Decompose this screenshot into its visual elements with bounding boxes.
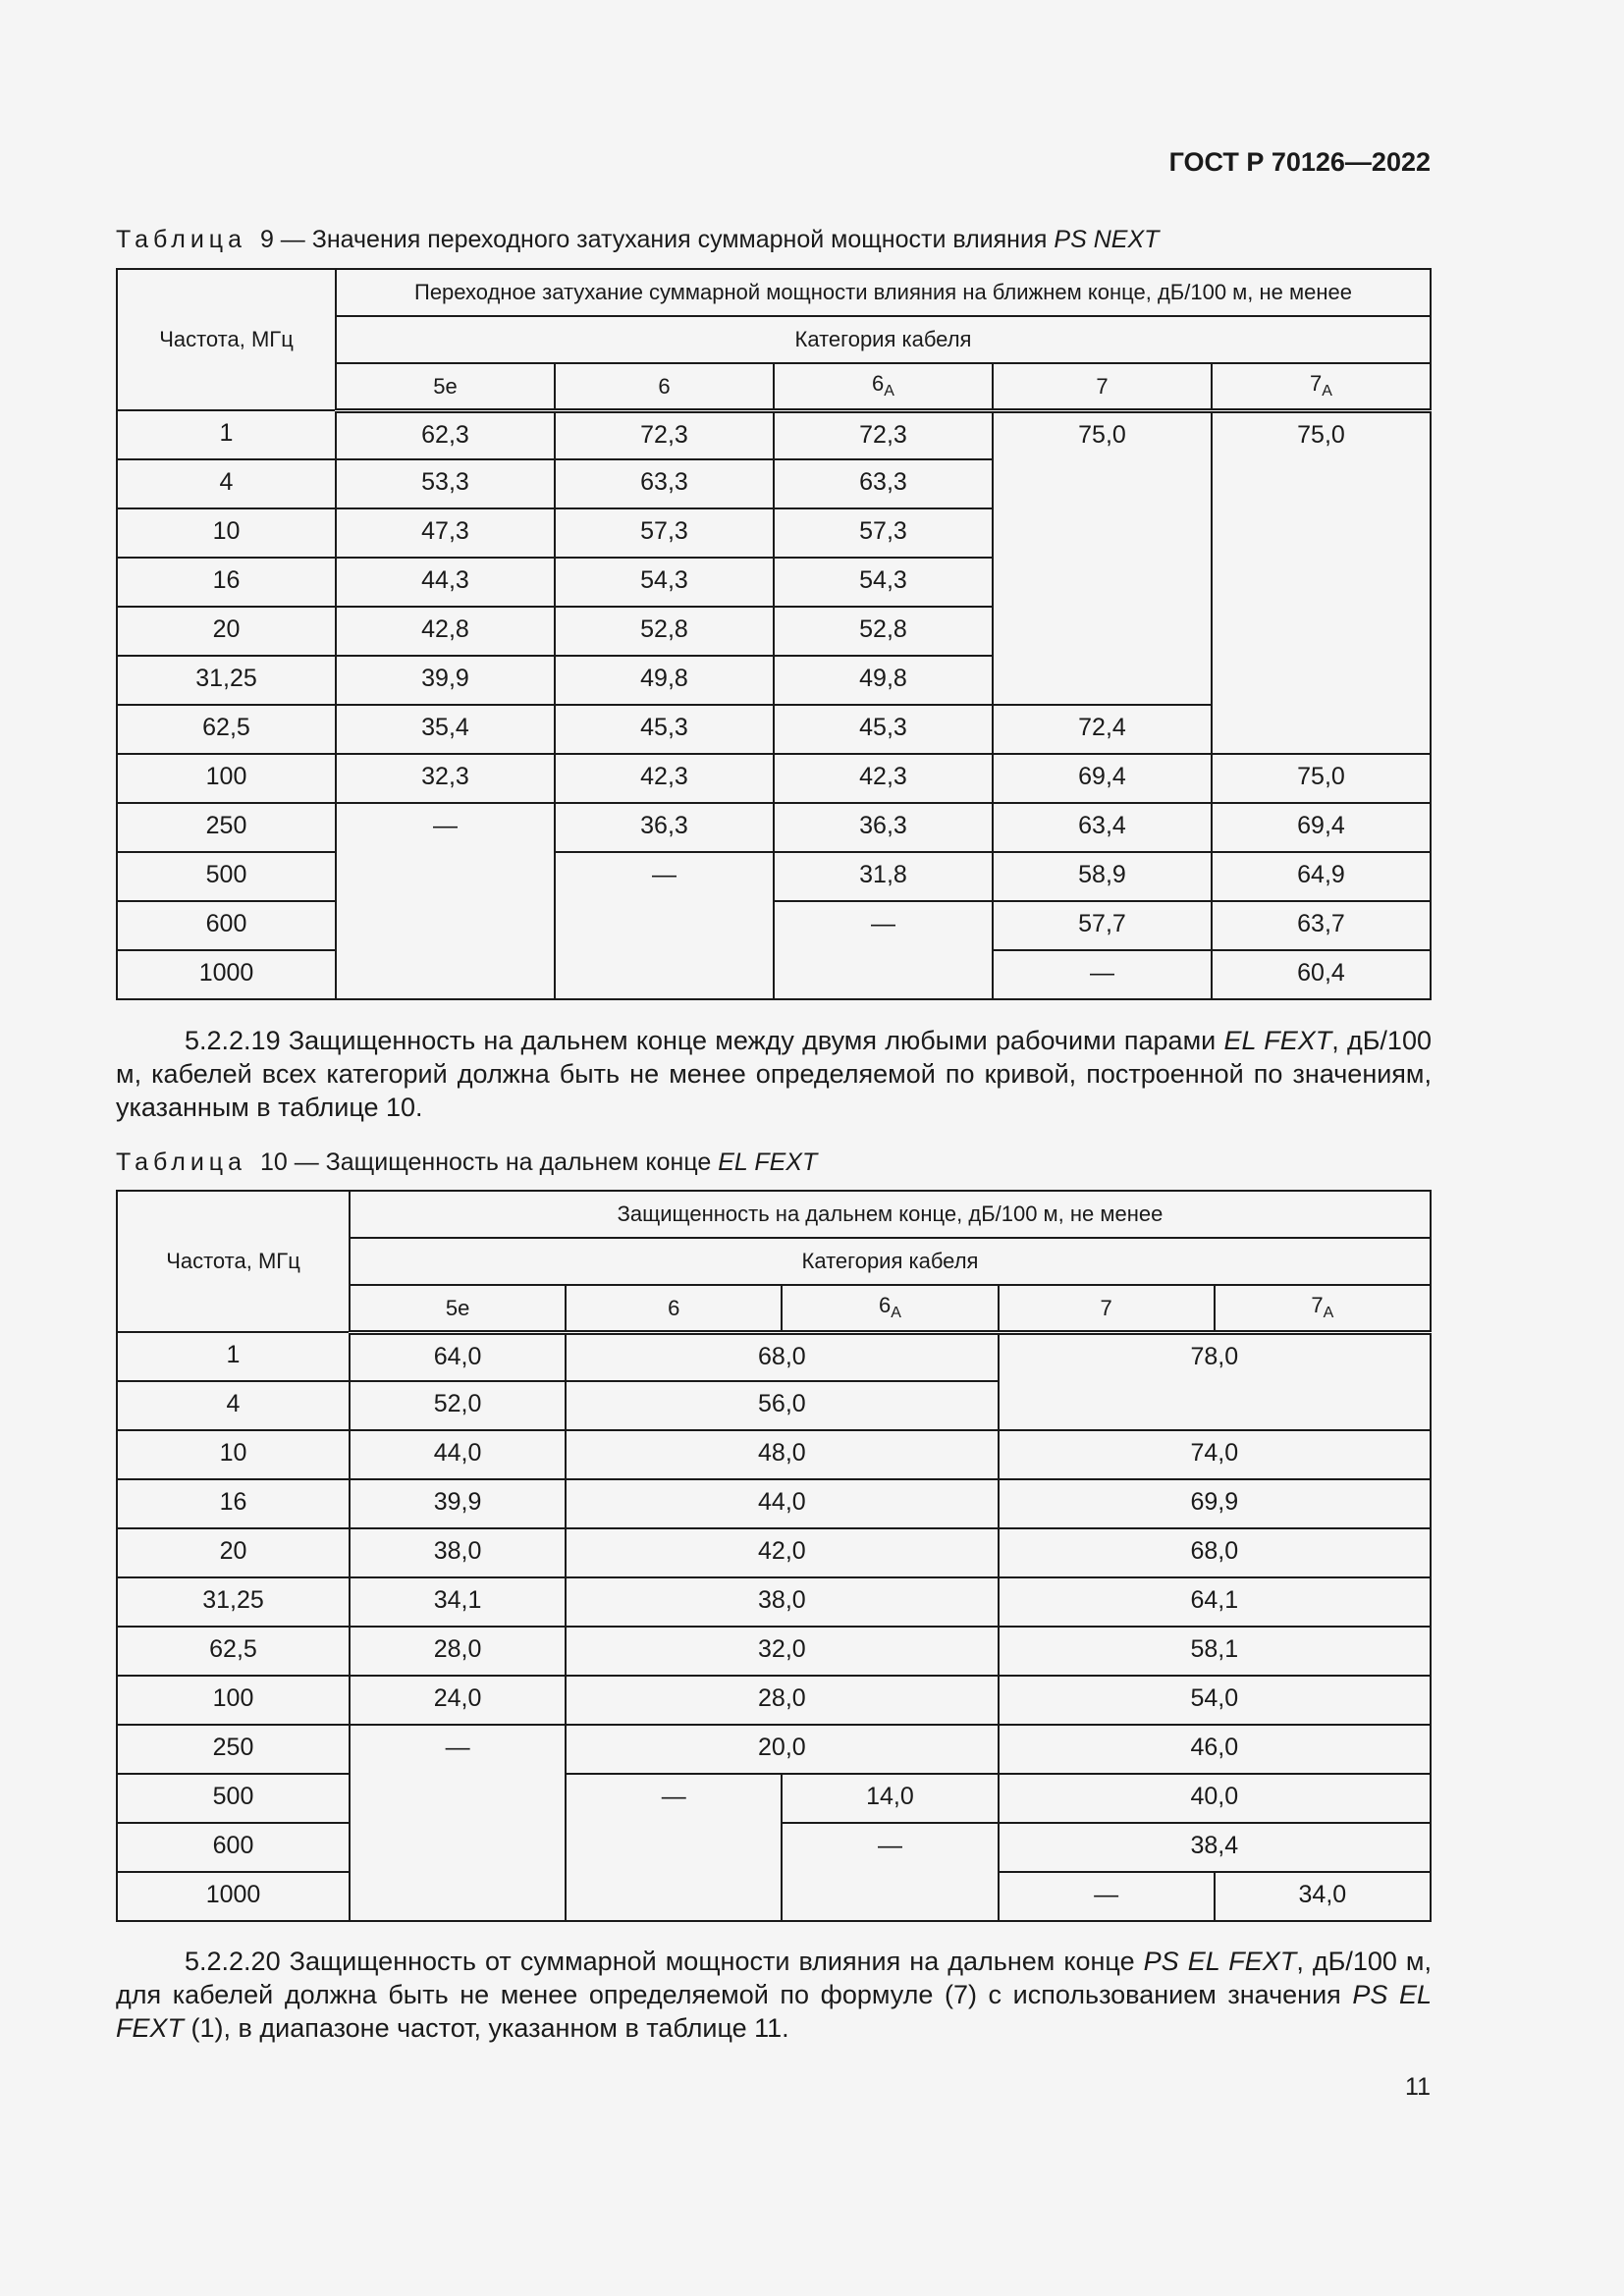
table-row xyxy=(117,1430,1431,1479)
table9-cell: 57,7 xyxy=(993,901,1212,950)
table9-cell: 64,9 xyxy=(1212,852,1431,901)
table9-cat-5e: 5e xyxy=(336,363,555,410)
table10-caption xyxy=(116,1148,817,1177)
table10-cell: 34,0 xyxy=(1215,1872,1431,1921)
table9-cell: 72,3 xyxy=(774,410,993,459)
table10-cell: 38,0 xyxy=(566,1577,998,1627)
table9-cell: 4 xyxy=(117,459,336,508)
table10-cell: 44,0 xyxy=(566,1479,998,1528)
table9-caption-italic: PS NEXT xyxy=(1054,226,1160,253)
para2-italic-b: PS EL FEXT xyxy=(116,1980,1432,2043)
table10-freq-header: Частота, МГц xyxy=(117,1191,350,1332)
table9-cell: 69,4 xyxy=(993,754,1212,803)
para2-text-b: , дБ/100 м, для кабелей должна быть не менее определяемой по формуле (7) с использованием значения xyxy=(116,1947,1432,2009)
table10-cell: 78,0 xyxy=(999,1332,1431,1430)
table9-freq-header: Частота, МГц xyxy=(117,269,336,410)
table9-caption-prefix: Таблица xyxy=(116,226,247,253)
table10-caption-text: Защищенность на дальнем конце xyxy=(325,1148,712,1176)
table9-cell: — xyxy=(555,852,774,999)
table10-cell: 40,0 xyxy=(999,1774,1431,1823)
table9 xyxy=(116,268,1432,1000)
table9-category-header: Категория кабеля xyxy=(336,316,1431,363)
table9-cell: 1 xyxy=(117,410,336,459)
para2-text-c: (1), в диапазоне частот, указанном в таблице 11. xyxy=(190,2013,789,2043)
table9-cell: 63,4 xyxy=(993,803,1212,852)
table9-cell: 63,3 xyxy=(774,459,993,508)
table10-cat-6: 6 xyxy=(566,1285,782,1332)
table9-cat-6: 6 xyxy=(555,363,774,410)
table9-cell: 75,0 xyxy=(1212,410,1431,754)
table9-cell: 49,8 xyxy=(555,656,774,705)
table9-cell: 35,4 xyxy=(336,705,555,754)
table10-cell: 38,0 xyxy=(350,1528,566,1577)
table9-cell: 1000 xyxy=(117,950,336,999)
table10-cell: 58,1 xyxy=(999,1627,1431,1676)
table9-cell: 32,3 xyxy=(336,754,555,803)
table9-cell: 57,3 xyxy=(774,508,993,558)
table10-cell: 32,0 xyxy=(566,1627,998,1676)
document-header: ГОСТ Р 70126—2022 xyxy=(1168,147,1431,177)
table-row xyxy=(117,1774,1431,1823)
table10-group-header: Защищенность на дальнем конце, дБ/100 м, не менее xyxy=(350,1191,1431,1238)
table10-caption-italic: EL FEXT xyxy=(718,1148,818,1176)
table10-cell: 48,0 xyxy=(566,1430,998,1479)
table10-cat-7: 7 xyxy=(999,1285,1215,1332)
table9-cell: 63,3 xyxy=(555,459,774,508)
table10 xyxy=(116,1190,1432,1922)
table9-caption xyxy=(116,226,1159,254)
table9-cell: 69,4 xyxy=(1212,803,1431,852)
table10-cell: 74,0 xyxy=(999,1430,1431,1479)
table9-cell: 42,3 xyxy=(774,754,993,803)
table10-cell: 500 xyxy=(117,1774,350,1823)
table10-cell: 64,0 xyxy=(350,1332,566,1381)
table9-cell: 250 xyxy=(117,803,336,852)
table10-cell: 10 xyxy=(117,1430,350,1479)
table9-cell: 42,3 xyxy=(555,754,774,803)
table9-cell: 39,9 xyxy=(336,656,555,705)
table9-cell: 63,7 xyxy=(1212,901,1431,950)
table9-cell: — xyxy=(774,901,993,999)
table10-cell: — xyxy=(350,1725,566,1921)
table-row xyxy=(117,852,1431,901)
table9-cell: — xyxy=(993,950,1212,999)
table9-caption-number: 9 — xyxy=(259,226,305,253)
page-number: 11 xyxy=(1405,2073,1431,2101)
table10-cat-6a: $6_A$ xyxy=(782,1285,998,1332)
para1-text-b: , дБ/100 м, кабелей всех категорий должна быть не менее определяемой по кривой, построенной по значениям, указанным в таблице 10. xyxy=(116,1026,1432,1122)
table9-cell: 53,3 xyxy=(336,459,555,508)
table9-cell: 10 xyxy=(117,508,336,558)
table10-cell: 68,0 xyxy=(566,1332,998,1381)
table9-cell: 16 xyxy=(117,558,336,607)
para1-italic: EL FEXT xyxy=(1223,1026,1332,1055)
table10-cell: 28,0 xyxy=(350,1627,566,1676)
table9-cell: 45,3 xyxy=(555,705,774,754)
table9-cell: 49,8 xyxy=(774,656,993,705)
table10-cell: — xyxy=(782,1823,998,1921)
table10-cell: 38,4 xyxy=(999,1823,1431,1872)
table10-cell: 62,5 xyxy=(117,1627,350,1676)
table9-cell: 47,3 xyxy=(336,508,555,558)
table10-cell: 24,0 xyxy=(350,1676,566,1725)
para2-italic-a: PS EL FEXT xyxy=(1143,1947,1297,1976)
table9-group-header: Переходное затухание суммарной мощности влияния на ближнем конце, дБ/100 м, не менее xyxy=(336,269,1431,316)
table9-cell: 20 xyxy=(117,607,336,656)
table-row xyxy=(117,1479,1431,1528)
table10-cell: — xyxy=(999,1872,1215,1921)
table9-cell: 57,3 xyxy=(555,508,774,558)
table9-cell: 42,8 xyxy=(336,607,555,656)
table10-cell: 14,0 xyxy=(782,1774,998,1823)
table10-caption-number: 10 — xyxy=(259,1148,319,1176)
table10-cell: 1000 xyxy=(117,1872,350,1921)
table-row xyxy=(117,1676,1431,1725)
table9-cell: 62,3 xyxy=(336,410,555,459)
table10-cell: 39,9 xyxy=(350,1479,566,1528)
table9-cell: 52,8 xyxy=(555,607,774,656)
table9-cell: 58,9 xyxy=(993,852,1212,901)
table10-cell: 42,0 xyxy=(566,1528,998,1577)
table-row xyxy=(117,1725,1431,1774)
table9-cell: 36,3 xyxy=(774,803,993,852)
para2-text-a: Защищенность от суммарной мощности влияния на дальнем конце xyxy=(289,1947,1135,1976)
table9-cell: 500 xyxy=(117,852,336,901)
table9-cell: 60,4 xyxy=(1212,950,1431,999)
table9-cell: 54,3 xyxy=(774,558,993,607)
table10-cat-7a: $7_A$ xyxy=(1215,1285,1431,1332)
table9-cell: 62,5 xyxy=(117,705,336,754)
table9-cell: 45,3 xyxy=(774,705,993,754)
table9-cell: — xyxy=(336,803,555,999)
table9-cell: 31,25 xyxy=(117,656,336,705)
table-row xyxy=(117,1577,1431,1627)
table-row xyxy=(117,1332,1431,1381)
table9-cell: 75,0 xyxy=(993,410,1212,705)
table10-cell: 4 xyxy=(117,1381,350,1430)
table10-cell: 600 xyxy=(117,1823,350,1872)
table9-cell: 36,3 xyxy=(555,803,774,852)
table-row xyxy=(117,1528,1431,1577)
table10-cell: 69,9 xyxy=(999,1479,1431,1528)
table10-cell: 28,0 xyxy=(566,1676,998,1725)
table10-cat-5e: 5e xyxy=(350,1285,566,1332)
table10-cell: 31,25 xyxy=(117,1577,350,1627)
table-row xyxy=(117,901,1431,950)
table9-cat-7: 7 xyxy=(993,363,1212,410)
table10-cell: — xyxy=(566,1774,782,1921)
para2-number: 5.2.2.20 xyxy=(185,1947,281,1976)
table10-caption-prefix: Таблица xyxy=(116,1148,247,1176)
table9-cell: 44,3 xyxy=(336,558,555,607)
table10-cell: 1 xyxy=(117,1332,350,1381)
table9-cell: 52,8 xyxy=(774,607,993,656)
para1-number: 5.2.2.19 xyxy=(185,1026,281,1055)
table10-cell: 16 xyxy=(117,1479,350,1528)
table10-cell: 100 xyxy=(117,1676,350,1725)
table10-cell: 34,1 xyxy=(350,1577,566,1627)
table-row xyxy=(117,803,1431,852)
table10-cell: 52,0 xyxy=(350,1381,566,1430)
table9-cell: 72,3 xyxy=(555,410,774,459)
table10-cell: 20,0 xyxy=(566,1725,998,1774)
table9-cell: 75,0 xyxy=(1212,754,1431,803)
table9-cell: 600 xyxy=(117,901,336,950)
table9-cell: 100 xyxy=(117,754,336,803)
table9-cell: 72,4 xyxy=(993,705,1212,754)
table9-cat-7a: $7_A$ xyxy=(1212,363,1431,410)
para1-text-a: Защищенность на дальнем конце между двумя любыми рабочими парами xyxy=(288,1026,1217,1055)
table-row xyxy=(117,1627,1431,1676)
paragraph-5-2-2-19 xyxy=(116,1024,1432,1124)
table10-cell: 44,0 xyxy=(350,1430,566,1479)
table10-cell: 46,0 xyxy=(999,1725,1431,1774)
table10-cell: 54,0 xyxy=(999,1676,1431,1725)
table10-cell: 68,0 xyxy=(999,1528,1431,1577)
table-row xyxy=(117,754,1431,803)
table-row xyxy=(117,410,1431,459)
table9-cat-6a: $6_A$ xyxy=(774,363,993,410)
table9-caption-text: Значения переходного затухания суммарной мощности влияния xyxy=(311,226,1048,253)
table10-cell: 64,1 xyxy=(999,1577,1431,1627)
table9-cell: 31,8 xyxy=(774,852,993,901)
table10-cell: 20 xyxy=(117,1528,350,1577)
table9-cell: 54,3 xyxy=(555,558,774,607)
table10-category-header: Категория кабеля xyxy=(350,1238,1431,1285)
table10-cell: 56,0 xyxy=(566,1381,998,1430)
paragraph-5-2-2-20 xyxy=(116,1945,1432,2045)
table10-cell: 250 xyxy=(117,1725,350,1774)
